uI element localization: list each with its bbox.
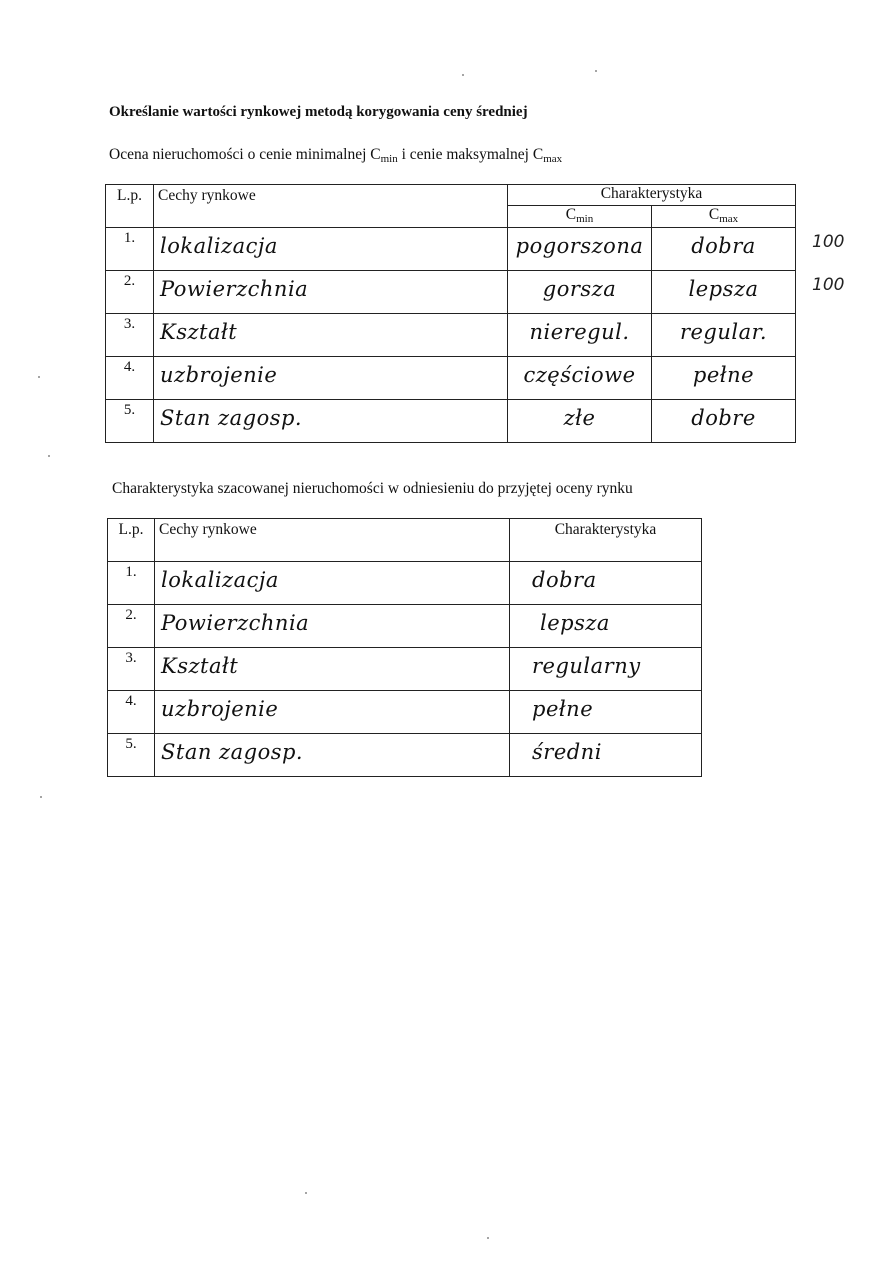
table-row bbox=[108, 691, 702, 734]
header-features: Cechy rynkowe bbox=[155, 519, 510, 562]
row-number: 2. bbox=[106, 271, 154, 314]
section1-heading-sub-min: min bbox=[380, 153, 398, 165]
row-number: 4. bbox=[106, 357, 154, 400]
header-characteristic: Charakterystyka bbox=[508, 185, 796, 206]
cmin-cell: pogorszona bbox=[508, 228, 652, 271]
cmin-cell: nieregul. bbox=[508, 314, 652, 357]
row-number: 1. bbox=[106, 228, 154, 271]
feature-cell: uzbrojenie bbox=[155, 691, 510, 734]
table-row bbox=[106, 314, 796, 357]
table-row bbox=[108, 562, 702, 605]
scan-speck bbox=[487, 1237, 489, 1239]
cmax-cell: dobra bbox=[652, 228, 796, 271]
page-title: Określanie wartości rynkowej metodą korygowania ceny średniej bbox=[109, 104, 528, 120]
subject-property-table bbox=[107, 518, 702, 777]
scan-speck bbox=[305, 1192, 307, 1194]
row-number: 2. bbox=[108, 605, 155, 648]
section2-heading: Charakterystyka szacowanej nieruchomości w odniesieniu do przyjętej oceny rynku bbox=[112, 480, 633, 497]
section1-heading bbox=[109, 146, 562, 165]
value-cell: pełne bbox=[510, 691, 702, 734]
feature-cell: Powierzchnia bbox=[155, 605, 510, 648]
cmin-cell: częściowe bbox=[508, 357, 652, 400]
header-cmax: $C_{max}$ bbox=[652, 206, 796, 228]
value-cell: lepsza bbox=[510, 605, 702, 648]
table-row bbox=[108, 648, 702, 691]
section1-heading-sub-max: max bbox=[543, 153, 563, 165]
margin-note: 100 bbox=[812, 232, 845, 252]
table-row bbox=[106, 271, 796, 314]
header-cmin: $C_{min}$ bbox=[508, 206, 652, 228]
cmax-cell: lepsza bbox=[652, 271, 796, 314]
feature-cell: lokalizacja bbox=[155, 562, 510, 605]
value-cell: średni bbox=[510, 734, 702, 777]
table-row bbox=[108, 605, 702, 648]
scan-speck bbox=[38, 376, 40, 378]
feature-cell: Kształt bbox=[154, 314, 508, 357]
scan-speck bbox=[48, 455, 50, 457]
row-number: 4. bbox=[108, 691, 155, 734]
table-row bbox=[106, 228, 796, 271]
feature-cell: Stan zagosp. bbox=[154, 400, 508, 443]
cmin-cell: złe bbox=[508, 400, 652, 443]
feature-cell: uzbrojenie bbox=[154, 357, 508, 400]
cmax-cell: regular. bbox=[652, 314, 796, 357]
row-number: 5. bbox=[106, 400, 154, 443]
table-row bbox=[106, 400, 796, 443]
table-row bbox=[108, 734, 702, 777]
value-cell: regularny bbox=[510, 648, 702, 691]
margin-note: 100 bbox=[812, 275, 845, 295]
scan-speck bbox=[595, 70, 597, 72]
cmax-cell: dobre bbox=[652, 400, 796, 443]
cmax-cell: pełne bbox=[652, 357, 796, 400]
row-number: 5. bbox=[108, 734, 155, 777]
header-lp: L.p. bbox=[106, 185, 154, 228]
row-number: 3. bbox=[106, 314, 154, 357]
feature-cell: Stan zagosp. bbox=[155, 734, 510, 777]
row-number: 3. bbox=[108, 648, 155, 691]
cmin-cell: gorsza bbox=[508, 271, 652, 314]
feature-cell: Kształt bbox=[155, 648, 510, 691]
value-cell: dobra bbox=[510, 562, 702, 605]
row-number: 1. bbox=[108, 562, 155, 605]
header-features: Cechy rynkowe bbox=[154, 185, 508, 228]
section1-heading-pre: Ocena nieruchomości o cenie minimalnej C bbox=[109, 146, 381, 163]
section1-heading-mid: i cenie maksymalnej C bbox=[397, 146, 544, 163]
table-row bbox=[106, 357, 796, 400]
header-lp: L.p. bbox=[108, 519, 155, 562]
price-range-table bbox=[105, 184, 796, 443]
scan-speck bbox=[40, 796, 42, 798]
feature-cell: Powierzchnia bbox=[154, 271, 508, 314]
header-characteristic: Charakterystyka bbox=[510, 519, 702, 562]
feature-cell: lokalizacja bbox=[154, 228, 508, 271]
scan-speck bbox=[462, 74, 464, 76]
